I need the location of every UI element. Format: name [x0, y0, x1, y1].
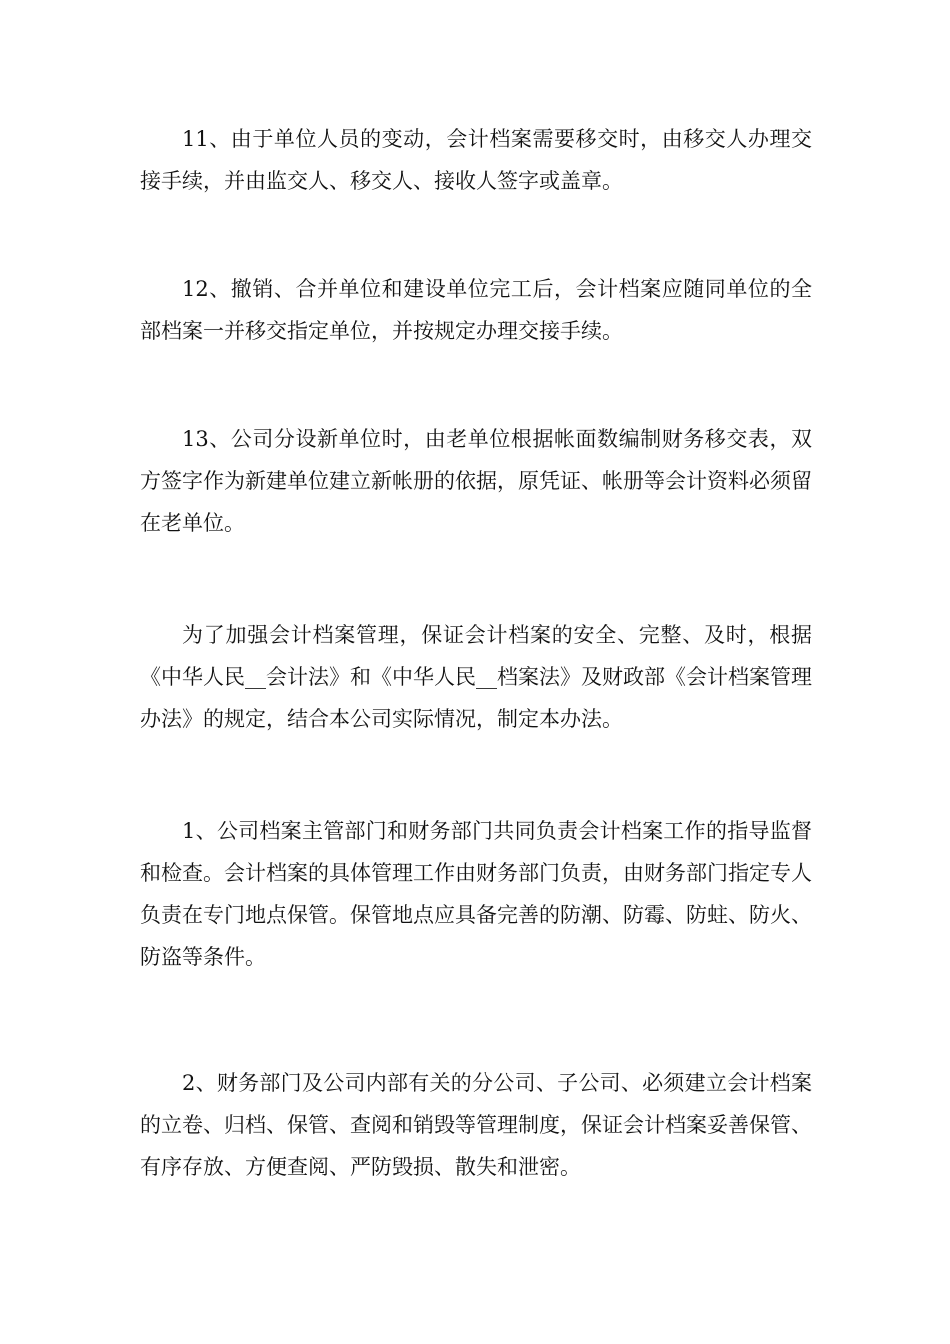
paragraph-12-merger: 12、撤销、合并单位和建设单位完工后，会计档案应随同单位的全部档案一并移交指定单位，并按规定办理交接手续。	[140, 277, 812, 343]
paragraph-1-responsibility: 1、公司档案主管部门和财务部门共同负责会计档案工作的指导监督和检查。会计档案的具体管理工作由财务部门负责，由财务部门指定专人负责在专门地点保管。保管地点应具备完善的防潮、防霉、防蛀、防火、防盗等条件。	[140, 819, 812, 969]
paragraph-2-system: 2、财务部门及公司内部有关的分公司、子公司、必须建立会计档案的立卷、归档、保管、查阅和销毁等管理制度，保证会计档案妥善保管、有序存放、方便查阅、严防毁损、散失和泄密。	[140, 1071, 812, 1179]
paragraph-11-transfer: 11、由于单位人员的变动，会计档案需要移交时，由移交人办理交接手续，并由监交人、移交人、接收人签字或盖章。	[140, 127, 812, 193]
paragraph-purpose: 为了加强会计档案管理，保证会计档案的安全、完整、及时，根据《中华人民__会计法》和《中华人民__档案法》及财政部《会计档案管理办法》的规定，结合本公司实际情况，制定本办法。	[140, 623, 812, 731]
paragraph-13-new-unit: 13、公司分设新单位时，由老单位根据帐面数编制财务移交表，双方签字作为新建单位建立新帐册的依据，原凭证、帐册等会计资料必须留在老单位。	[140, 427, 812, 535]
